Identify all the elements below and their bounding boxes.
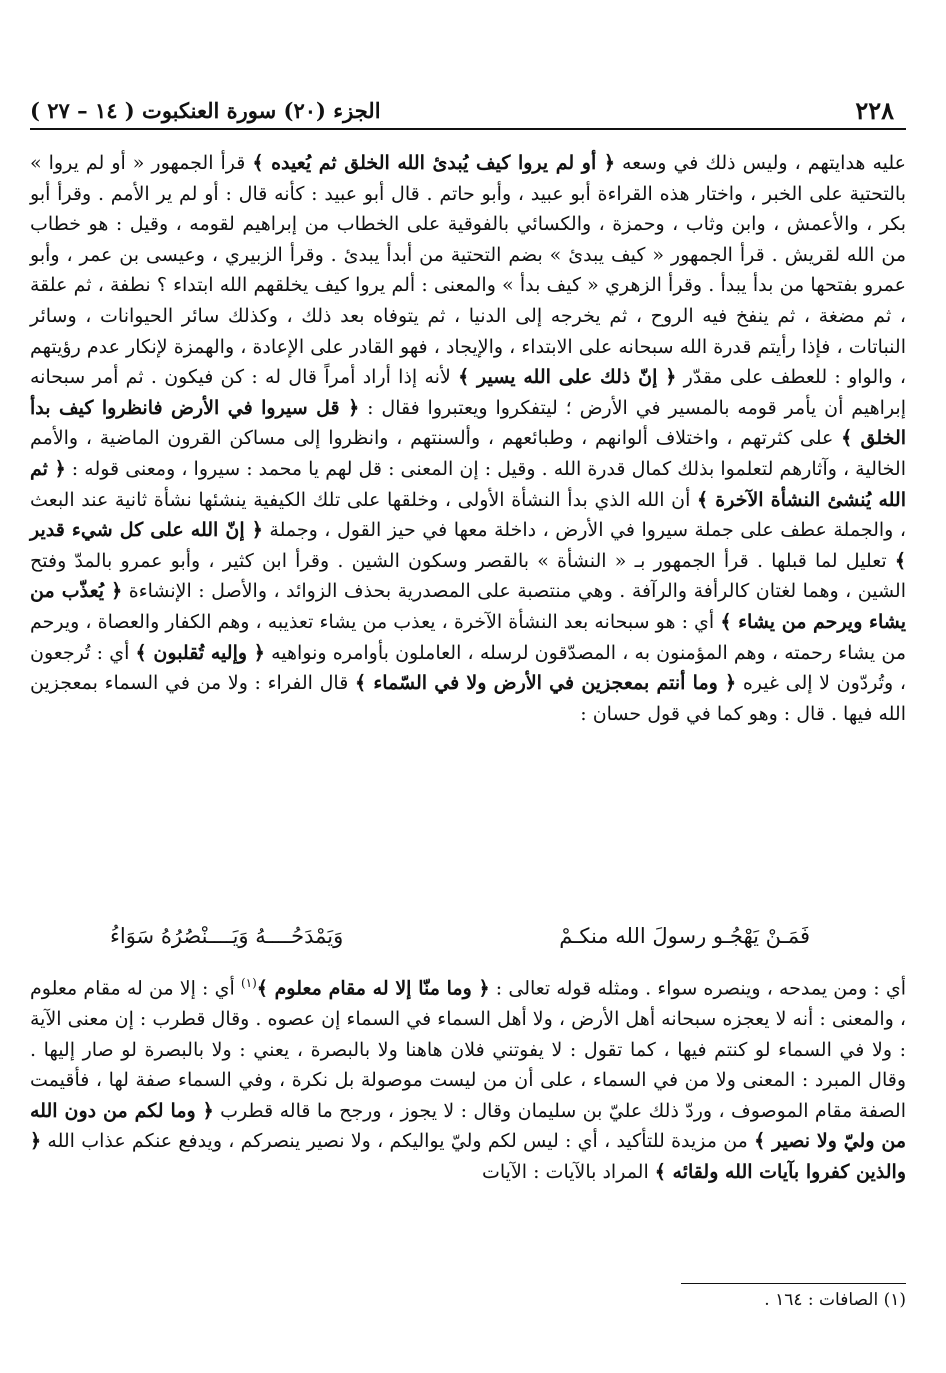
text-run: من مزيدة للتأكيد ، أي : ليس لكم وليّ يواليكم ، ولا نصير ينصركم ، ويدفع عنكم عذاب الله — [41, 1130, 755, 1153]
text-run: أي : تُرجعون ، وتُردّون لا إلى غيره — [30, 641, 906, 695]
quran-quote: ﴿ يُعذّب من يشاء ويرحم من يشاء ﴾ — [30, 580, 907, 633]
paragraph-2 — [30, 968, 906, 1187]
quran-quote: ﴿ وما أنتم بمعجزين في الأرض ولا في السّماء ﴾ — [354, 672, 737, 695]
body-text — [30, 148, 906, 729]
quran-quote: ﴿ ثم الله يُنشئ النشأة الآخرة ﴾ — [30, 457, 906, 511]
text-run: أي : إلا من له مقام معلوم ، والمعنى : أنه لا يعجزه سبحانه أهل الأرض ، ولا أهل السماء في السماء إن عصوه . وقال قطرب : إن معنى الآية : ولا في السماء لو كنتم فيها ، كما تقول : لا يفوتني فلان هاهنا ولا بالبصرة ، يعني : ولا بالبصرة لو صار إليها . وقال المبرد : المعنى ولا من في السماء ، على أن من ليست موصولة بل نكرة ، وفي السماء صفة لها ، فأقيمت الصفة مقام الموصوف ، وردّ ذلك عليّ بن سليمان وقال : لا يجوز ، ورجح ما قاله قطرب — [30, 977, 906, 1122]
footnote-rule — [681, 1283, 906, 1284]
body-text-continued — [30, 968, 906, 1187]
paragraph-1 — [30, 148, 906, 729]
text-run: قال الفراء : ولا من في السماء بمعجزين الله فيها . قال : وهو كما في قول حسان : — [30, 672, 906, 725]
text-run: لأنه إذا أراد أمراً قال له : كن فيكون . ثم أمر سبحانه إبراهيم أن يأمر قومه بالمسير في الأرض ؛ ليتفكروا ويعتبروا فقال : — [30, 366, 906, 419]
text-run: أن الله الذي بدأ النشأة الأولى ، وخلقها على تلك الكيفية ينشئها نشأة ثانية عند البعث ، والجملة عطف على جملة سيروا في الأرض ، داخلة معها في حيز القول ، وجملة — [30, 488, 906, 542]
text-run: المراد بالآيات : الآيات — [482, 1160, 655, 1183]
quran-quote: ﴿ إنّ ذلك على الله يسير ﴾ — [458, 366, 677, 389]
verse-hemistich-second: وَيَمْدَحُــــهُ وَيَــــنْصُرُهُ سَوَاءُ — [110, 924, 344, 948]
text-run: أي : ومن يمدحه ، وينصره سواء . ومثله قوله تعالى : — [489, 977, 906, 1000]
quran-quote: ﴿ وما منّا إلا له مقام معلوم ﴾ — [256, 977, 490, 1000]
text-run: قرأ الجمهور « أو لم يروا » بالتحتية على الخبر ، واختار هذه القراءة أبو عبيد ، وأبو حاتم . قال أبو عبيد : كأنه قال : أو لم ير الأمم . وقرأ أبو بكر ، والأعمش ، وابن وثاب ، وحمزة ، والكسائي بالفوقية على الخطاب من إبراهيم لقومه ، وقيل : هو خطاب من الله لقريش . قرأ الجمهور « كيف يبدئ » بضم التحتية من أبدأ يبدئ . وقرأ الزبيري ، وعيسى بن عمر ، وأبو عمرو بفتحها من بدأ يبدأ . وقرأ الزهري « كيف بدأ » والمعنى : ألم يروا كيف يخلقهم الله ابتداء ؟ نطفة ، ثم علقة ، ثم مضغة ، ثم ينفخ فيه الروح ، ثم يخرجه إلى الدنيا ، ثم يتوفاه بعد ذلك ، وكذلك سائر الحيوانات ، وسائر النباتات ، فإذا رأيتم قدرة الله سبحانه على الابتداء ، والإيجاد ، فهو القادر على الإعادة ، والهمزة لإنكار عدم رؤيتهم ، والواو : للعطف على مقدّر — [30, 152, 906, 389]
poetry-verse — [110, 924, 810, 960]
quran-quote: ﴿ قل سيروا في الأرض فانظروا كيف بدأ الخلق ﴾ — [30, 396, 907, 450]
text-run: أي : هو سبحانه بعد النشأة الآخرة ، يعذب من يشاء تعذيبه ، وهم الكفار والعصاة ، ويرحم من يشاء رحمته ، وهم المؤمنون به ، المصدّقون لرسله ، العاملون بأوامره ونواهيه — [30, 610, 906, 664]
text-run: عليه هدايتهم ، وليس ذلك في وسعه — [614, 152, 906, 174]
running-head: الجزء (٢٠) سورة العنكبوت ( ١٤ – ٢٧ ) — [30, 98, 381, 123]
footnote-marker[interactable]: (١) — [240, 976, 257, 990]
header-rule — [30, 128, 906, 130]
footnote: (١) الصافات : ١٦٤ . — [764, 1290, 906, 1310]
quran-quote: ﴿ وما لكم من دون الله من وليّ ولا نصير ﴾ — [30, 1099, 906, 1153]
quran-quote: ﴿ إنّ الله على كل شيء قدير ﴾ — [30, 519, 906, 572]
quran-quote: ﴿ وإليه تُقلبون ﴾ — [135, 641, 265, 664]
text-run: تعليل لما قبلها . قرأ الجمهور بـ « النشأة » بالقصر وسكون الشين . وقرأ ابن كثير ، وأبو عمرو بالمدّ وفتح الشين ، وهما لغتان كالرأفة والرآفة . وهي منتصبة على المصدرية بحذف الزوائد ، والأصل : الإنشاءة — [30, 549, 906, 603]
verse-hemistich-first: فَمَـنْ يَهْجُـو رسولَ الله منكـمْ — [559, 924, 810, 948]
quran-quote: ﴿ أو لم يروا كيف يُبدئ الله الخلق ثم يُعيده ﴾ — [252, 152, 615, 174]
page-number: ٢٢٨ — [855, 96, 894, 125]
quran-quote: ﴿ والذين كفروا بآيات الله ولقائه ﴾ — [30, 1130, 906, 1183]
text-run: على كثرتهم ، واختلاف ألوانهم ، وطبائعهم ، وألسنتهم ، وانظروا إلى مساكن القرون الماضية ، والأمم الخالية ، وآثارهم لتعلموا بذلك كمال قدرة الله . وقيل : إن المعنى : قل لهم يا محمد : سيروا ، ومعنى قوله : — [30, 427, 906, 480]
page-header — [30, 92, 906, 132]
